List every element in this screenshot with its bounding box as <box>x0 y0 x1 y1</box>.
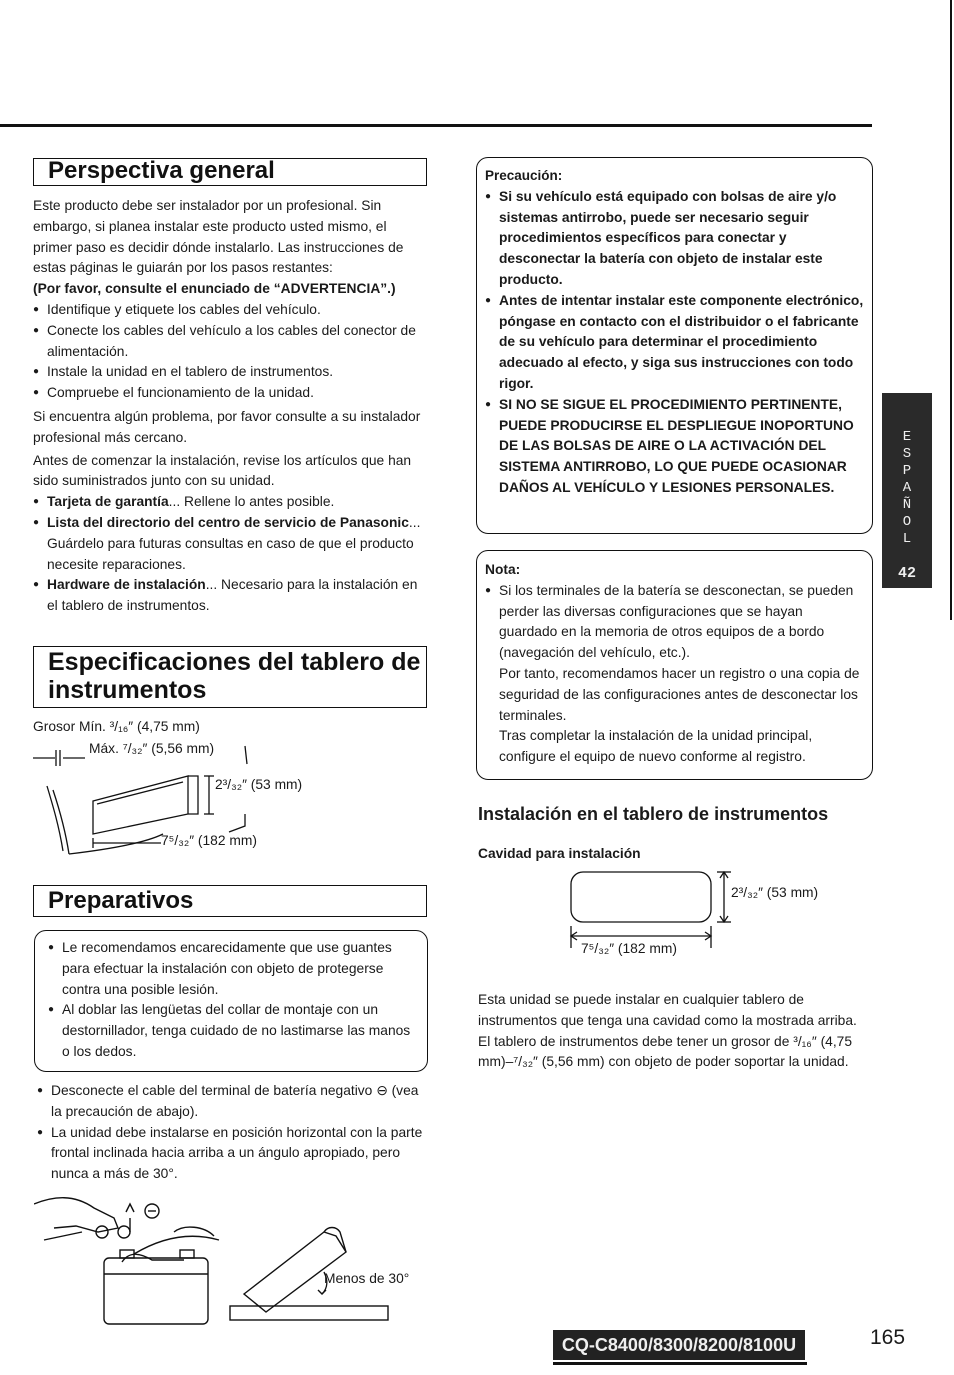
preparations-heading <box>33 885 427 917</box>
side-tab-letter: S <box>902 446 912 462</box>
list-item: ● Al doblar las lengüetas del collar de montaje con un destornillador, tenga cuidado de no lastimarse las manos o los dedos. <box>48 1000 420 1062</box>
overview-steps <box>33 300 428 404</box>
list-item: ● Si su vehículo está equipado con bolsas de aire y/o sistemas antirrobo, puede ser necesario seguir procedimientos específicos para conectar y desconectar la batería con objeto de instalar este producto. <box>485 187 865 291</box>
list-item: ● Le recomendamos encarecidamente que use guantes para efectuar la instalación con objeto de protegerse contra una posible lesión. <box>48 938 420 1000</box>
list-item: ● Instale la unidad en el tablero de instrumentos. <box>33 362 428 383</box>
list-item: ● Identifique y etiquete los cables del vehículo. <box>33 300 428 321</box>
cavity-height-label: 2³/₃₂″ (53 mm) <box>731 885 819 900</box>
dash-specs-diagram <box>33 716 428 868</box>
caution-list <box>485 187 865 499</box>
caution-title: Precaución: <box>485 168 563 183</box>
list-item: ● La unidad debe instalarse en posición horizontal con la parte frontal inclinada hacia arriba a un ángulo apropiado, pero nunca a más de 30°. <box>37 1123 427 1185</box>
item-label: Hardware de instalación <box>47 577 206 593</box>
dash-specs-title-line1: Especificaciones del tablero de <box>48 648 421 676</box>
dash-install-title: Instalación en el tablero de instrumentos <box>478 804 829 824</box>
dash-opening-drawing <box>33 716 428 868</box>
caution-content <box>485 166 865 499</box>
dash-specs-title-line2: instrumentos <box>48 676 207 704</box>
item-label: Lista del directorio del centro de servicio de Panasonic <box>47 514 409 530</box>
list-item <box>33 513 428 575</box>
opening-width-label: 7⁵/₃₂″ (182 mm) <box>161 833 257 848</box>
dash-install-text: Esta unidad se puede instalar en cualquier tablero de instrumentos que tenga una cavidad como la mostrada arriba. El tablero de instrumentos debe tener un grosor de ³/₁₆″ (4,75 mm)–⁷/₃₂″ (5,56 mm) con objeto de poder soportar la unidad. <box>478 992 857 1070</box>
list-item: ● Compruebe el funcionamiento de la unidad. <box>33 383 428 404</box>
supplied-items <box>33 492 428 617</box>
item-label: Tarjeta de garantía <box>47 494 169 510</box>
side-tab-letter: Ñ <box>902 497 912 513</box>
battery-illustration <box>34 1192 234 1334</box>
list-item: ● Conecte los cables del vehículo a los cables del conector de alimentación. <box>33 321 428 363</box>
note-text-3: Tras completar la instalación de la unidad principal, configure el equipo de nuevo conforme al registro. <box>499 728 813 765</box>
opening-height-label: 2³/₃₂″ (53 mm) <box>215 777 303 792</box>
header-rule <box>0 124 872 127</box>
side-tab-letter: A <box>902 480 912 496</box>
list-item <box>485 581 863 768</box>
footer-underline <box>553 1362 807 1365</box>
note-text-1: Si los terminales de la batería se desconectan, se pueden perder las diversas configuraciones que se hayan guardado en la memoria de otros equipos de a bordo (navegación del vehículo, etc.). <box>499 582 854 661</box>
thickness-max-label: Máx. ⁷/₃₂″ (5,56 mm) <box>89 741 215 756</box>
overview-title: Perspectiva general <box>48 157 275 184</box>
thickness-min-label: Grosor Mín. ³/₁₆″ (4,75 mm) <box>33 719 200 734</box>
side-tab-letter: O <box>902 514 912 530</box>
overview-intro: Este producto debe ser instalador por un profesional. Sin embargo, si planea instalar este producto usted mismo, el primer paso es decidir dónde instalarlo. Las instrucciones de estas páginas le guiarán por los pasos restantes: <box>33 198 404 276</box>
overview-problem-text: Si encuentra algún problema, por favor consulte a su instalador profesional más cercano. <box>33 408 421 445</box>
cavity-label: Cavidad para instalación <box>478 846 641 861</box>
model-number-banner: CQ-C8400/8300/8200/8100U <box>553 1330 805 1360</box>
overview-check-text: Antes de comenzar la instalación, revise los artículos que han sido suministrados junto con su unidad. <box>33 452 412 489</box>
side-tab-number: 42 <box>897 565 916 582</box>
list-item <box>33 575 428 617</box>
note-title: Nota: <box>485 562 521 577</box>
preparations-title: Preparativos <box>48 887 194 914</box>
item-text: ... Guárdelo para futuras consultas en caso de que el producto necesite reparaciones. <box>47 514 421 572</box>
note-list <box>485 581 863 768</box>
list-item: ● SI NO SE SIGUE EL PROCEDIMIENTO PERTINENTE, PUEDE PRODUCIRSE EL DESPLIEGUE INOPORTUNO DE LAS BOLSAS DE AIRE O LA ACTIVACIÓN DEL SISTEMA ANTIRROBO, LO QUE PUEDE OCASIONAR DAÑOS AL VEHÍCULO Y LESIONES PERSONALES. <box>485 395 865 499</box>
preparations-warnings <box>48 938 420 1063</box>
dash-specs-heading <box>33 646 427 708</box>
cavity-width-label: 7⁵/₃₂″ (182 mm) <box>581 941 677 956</box>
side-tab-letter: L <box>902 531 912 547</box>
page-number: 165 <box>870 1326 906 1349</box>
side-edge-line <box>950 0 952 620</box>
list-item: ● Desconecte el cable del terminal de batería negativo ⊖ (vea la precaución de abajo). <box>37 1081 427 1123</box>
item-text: ... Necesario para la instalación en el tablero de instrumentos. <box>47 577 418 614</box>
side-tab-letter: P <box>902 463 912 479</box>
angle-label: Menos de 30° <box>324 1271 410 1286</box>
item-text: ... Rellene lo antes posible. <box>168 494 335 510</box>
overview-warning-note: (Por favor, consulte el enunciado de “ADVERTENCIA”.) <box>33 281 396 297</box>
list-item: ● Antes de intentar instalar este componente electrónico, póngase en contacto con el distribuidor o el fabricante de su vehículo para determinar el procedimiento adecuado al efecto, y siga sus instrucciones con todo rigor. <box>485 291 865 395</box>
overview-body <box>33 196 428 617</box>
language-side-tab <box>882 393 932 588</box>
list-item <box>33 492 428 513</box>
side-tab-letter: E <box>902 429 912 445</box>
note-text-2: Por tanto, recomendamos hacer un registro o una copia de seguridad de las configuraciones antes de desconectar los terminales. <box>499 665 860 723</box>
preparations-steps <box>37 1081 427 1185</box>
overview-heading <box>33 158 427 186</box>
note-content <box>485 560 863 768</box>
